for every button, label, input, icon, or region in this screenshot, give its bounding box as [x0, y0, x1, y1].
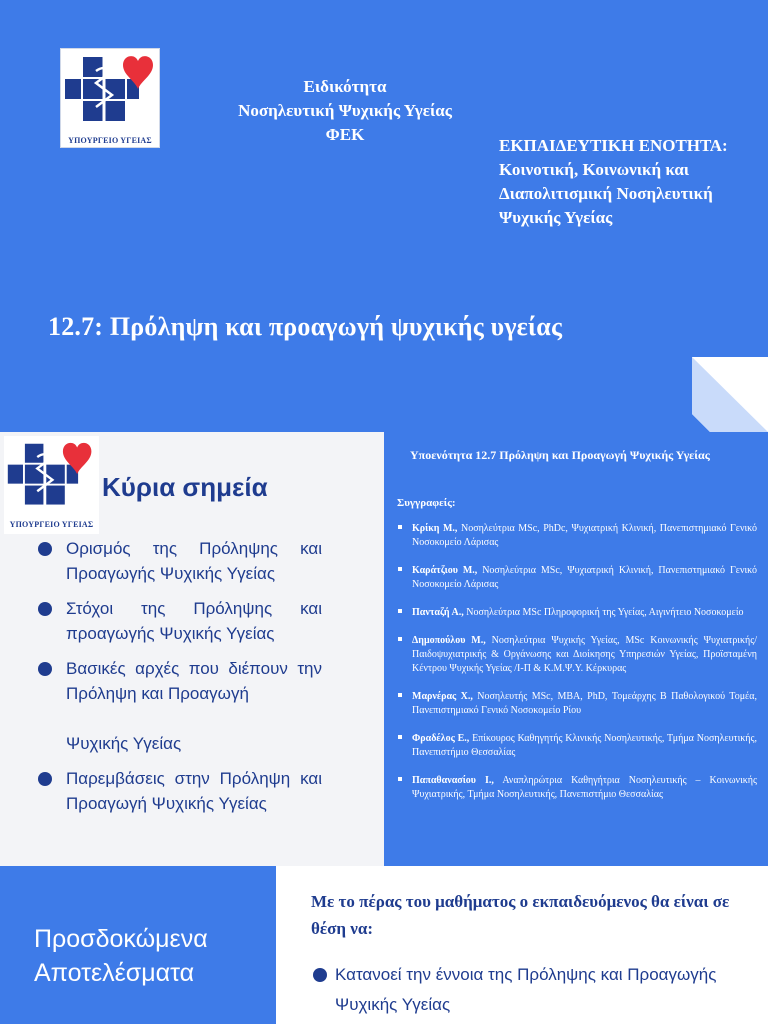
logo-caption: ΥΠΟΥΡΓΕΙΟ ΥΓΕΙΑΣ: [68, 136, 152, 145]
bullet-icon: [38, 602, 52, 616]
square-bullet-icon: [398, 693, 402, 697]
page-title: 12.7: Πρόληψη και προαγωγή ψυχικής υγείας: [48, 312, 563, 341]
square-bullet-icon: [398, 735, 402, 739]
authors-list: [396, 522, 757, 816]
author-item: [396, 634, 757, 676]
author-description: Αναπληρώτρια Καθηγήτρια Νοσηλευτικής – Κοινωνικής Ψυχιατρικής, Τμήμα Νοσηλευτικής, Πανεπιστήμιο Θεσσαλίας: [412, 775, 757, 800]
author-description: Νοσηλεύτρια Ψυχικής Υγείας, MSc Κοινωνικής Ψυχιατρικής/Παιδοψυχιατρικής & Οργάνωσης και Διοίκησης Υπηρεσιών Υγείας, Προϊσταμένη Κέντρου Ψυχικής Υγείας /Ι-Π & Κ.Μ.Ψ.Υ. Κέρκυρας: [412, 635, 758, 674]
list-item-text-continued: Ψυχικής Υγείας: [66, 734, 182, 753]
specialty-line-2: Νοσηλευτική Ψυχικής Υγείας: [238, 101, 452, 120]
specialty-line-1: Ειδικότητα: [303, 77, 387, 96]
bullet-icon: [38, 542, 52, 556]
bullet-icon: [38, 772, 52, 786]
bullet-icon: [313, 968, 327, 982]
author-description: Νοσηλεύτρια MSc Πληροφορική της Υγείας, Αιγινήτειο Νοσοκομείο: [466, 607, 744, 618]
medical-cross-icon: [61, 49, 161, 135]
author-name: Καράτζιου Μ.,: [412, 565, 478, 576]
author-item: [396, 606, 757, 620]
author-name: Δημοπούλου Μ.,: [412, 635, 486, 646]
list-item-text: Κατανοεί την έννοια της Πρόληψης και Προαγωγής Ψυχικής Υγείας: [335, 965, 717, 1014]
ministry-logo: [60, 48, 160, 148]
author-description: Νοσηλεύτρια MSc, PhDc, Ψυχιατρική Κλινική, Πανεπιστημιακό Γενικό Νοσοκομείο Λάρισας: [412, 523, 758, 548]
educational-unit-label: ΕΚΠΑΙΔΕΥΤΙΚΗ ΕΝΟΤΗΤΑ: Κοινοτική, Κοινωνική και Διαπολιτισμική Νοσηλευτική Ψυχικής Υγείας: [499, 136, 728, 227]
page-fold-decoration: [692, 357, 768, 432]
outcomes-panel: [276, 866, 768, 1024]
list-item: [38, 536, 322, 586]
author-description: Νοσηλεύτρια MSc, Ψυχιατρική Κλινική, Πανεπιστημιακό Γενικό Νοσοκομείο Λάρισας: [412, 565, 757, 590]
list-item-text: Βασικές αρχές που διέπουν την Πρόληψη και Προαγωγή: [66, 659, 322, 703]
author-item: [396, 690, 757, 718]
outcomes-intro: Με το πέρας του μαθήματος ο εκπαιδευόμενος θα είναι σε θέση να:: [311, 892, 730, 938]
outcomes-list: [313, 960, 743, 1020]
medical-cross-icon: [4, 436, 99, 518]
logo-caption: ΥΠΟΥΡΓΕΙΟ ΥΓΕΙΑΣ: [9, 520, 94, 529]
author-item: [396, 522, 757, 550]
list-item-text: Παρεμβάσεις στην Πρόληψη και Προαγωγή Ψυχικής Υγείας: [66, 769, 322, 813]
key-points-title: Κύρια σημεία: [102, 472, 268, 502]
author-name: Μαρνέρας Χ.,: [412, 691, 473, 702]
square-bullet-icon: [398, 567, 402, 571]
square-bullet-icon: [398, 637, 402, 641]
key-points-panel: [0, 432, 384, 866]
subunit-title: Υποενότητα 12.7 Πρόληψη και Προαγωγή Ψυχικής Υγείας: [410, 448, 710, 462]
outcomes-title-panel: [0, 866, 276, 1024]
key-points-list: [38, 536, 322, 826]
list-item-text: Στόχοι της Πρόληψης και προαγωγής Ψυχικής Υγείας: [66, 599, 322, 643]
list-item: [313, 960, 743, 1020]
specialty-line-3: ΦΕΚ: [325, 125, 365, 144]
author-name: Πανταζή Α.,: [412, 607, 464, 618]
list-item: [38, 656, 322, 756]
square-bullet-icon: [398, 777, 402, 781]
author-item: [396, 564, 757, 592]
authors-panel: [384, 432, 768, 866]
square-bullet-icon: [398, 609, 402, 613]
list-item: [38, 596, 322, 646]
square-bullet-icon: [398, 525, 402, 529]
author-description: Νοσηλευτής MSc, MBA, PhD, Τομεάρχης Β Παθολογικού Τομέα, Πανεπιστημιακό Γενικό Νοσοκομείο Ρίου: [412, 691, 757, 716]
author-name: Κρίκη Μ.,: [412, 523, 458, 534]
author-item: [396, 774, 757, 802]
author-name: Φραδέλος Ε.,: [412, 733, 470, 744]
author-name: Παπαθανασίου Ι.,: [412, 775, 494, 786]
outcomes-title: Προσδοκώμενα Αποτελέσματα: [34, 925, 208, 987]
author-description: Επίκουρος Καθηγητής Κλινικής Νοσηλευτικής, Τμήμα Νοσηλευτικής, Πανεπιστήμιο Θεσσαλίας: [412, 733, 757, 758]
header-banner: [0, 0, 768, 432]
authors-label: Συγγραφείς:: [397, 497, 456, 509]
bullet-icon: [38, 662, 52, 676]
list-item-text: Ορισμός της Πρόληψης και Προαγωγής Ψυχικής Υγείας: [66, 539, 322, 583]
list-item: [38, 766, 322, 816]
ministry-logo-small: [4, 436, 99, 534]
specialty-heading: [200, 75, 490, 147]
author-item: [396, 732, 757, 760]
